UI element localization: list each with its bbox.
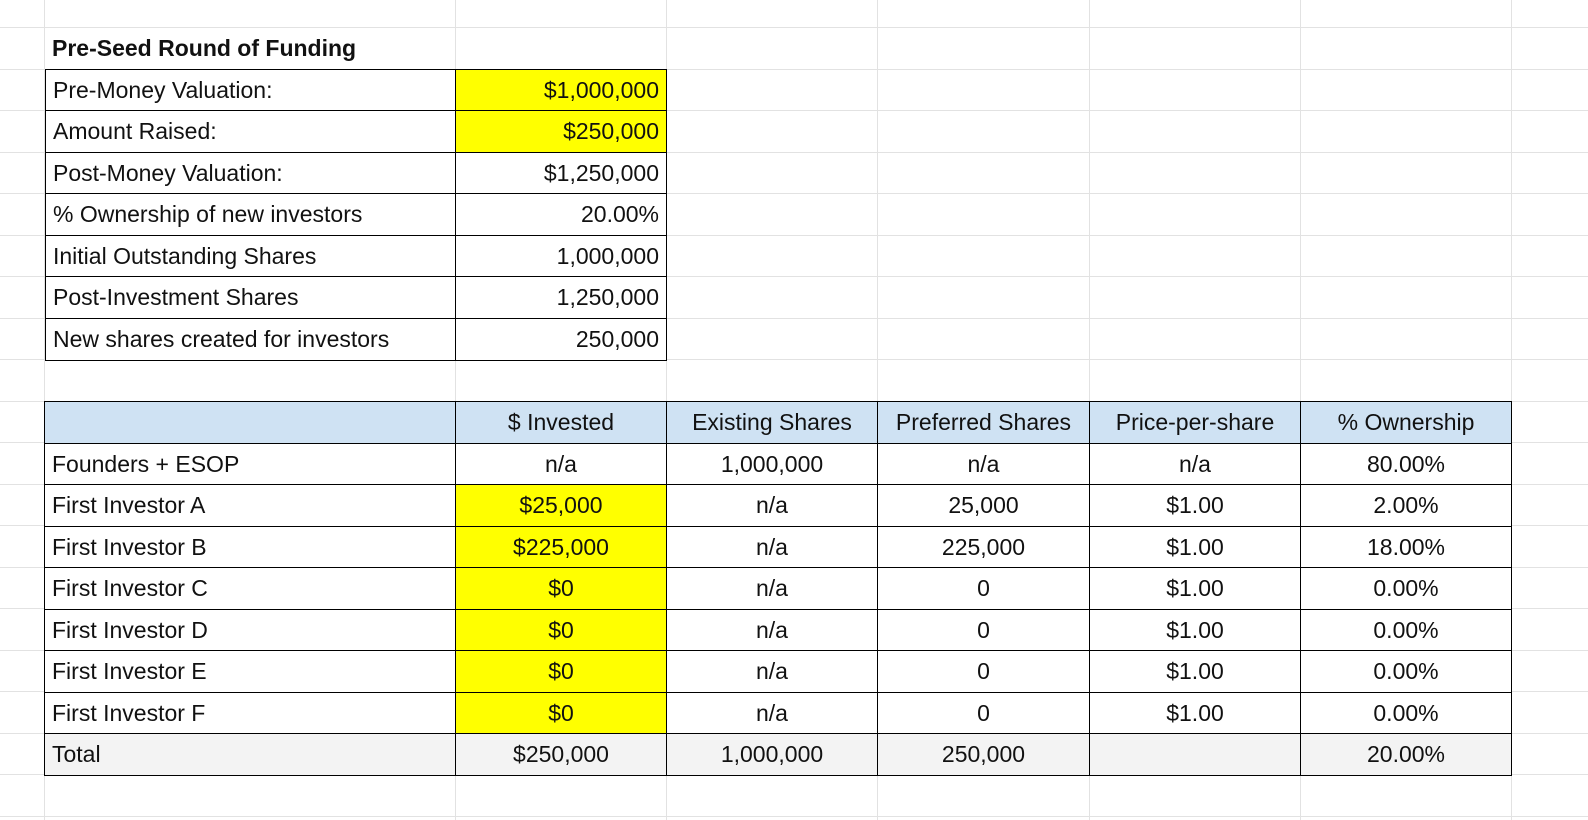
cell-investor[interactable]: First Investor F: [44, 692, 456, 734]
cell-price-per-share[interactable]: $1.00: [1089, 567, 1301, 610]
total-existing-shares[interactable]: 1,000,000: [666, 733, 878, 776]
cell-price-per-share[interactable]: $1.00: [1089, 526, 1301, 568]
summary-value-amount-raised[interactable]: $250,000: [455, 110, 667, 153]
cell-ownership[interactable]: 2.00%: [1300, 484, 1512, 527]
cell-investor[interactable]: First Investor E: [44, 650, 456, 693]
summary-title[interactable]: Pre-Seed Round of Funding: [52, 35, 357, 61]
cell-invested[interactable]: $0: [455, 650, 667, 693]
summary-value-pre-money[interactable]: $1,000,000: [455, 69, 667, 112]
summary-label-post-investment-shares[interactable]: Post-Investment Shares: [45, 276, 456, 319]
cell-preferred-shares[interactable]: 0: [877, 692, 1090, 734]
summary-label-amount-raised[interactable]: Amount Raised:: [45, 110, 456, 153]
cell-invested[interactable]: $0: [455, 609, 667, 651]
cell-existing-shares[interactable]: n/a: [666, 526, 878, 568]
cell-ownership[interactable]: 80.00%: [1300, 443, 1512, 485]
cell-ownership[interactable]: 0.00%: [1300, 609, 1512, 651]
total-price-per-share[interactable]: [1089, 733, 1301, 776]
cell-investor[interactable]: First Investor A: [44, 484, 456, 527]
header-blank[interactable]: [44, 401, 456, 444]
cell-ownership[interactable]: 18.00%: [1300, 526, 1512, 568]
summary-value-post-money[interactable]: $1,250,000: [455, 152, 667, 195]
cell-existing-shares[interactable]: n/a: [666, 650, 878, 693]
cell-existing-shares[interactable]: n/a: [666, 567, 878, 610]
cell-ownership[interactable]: 0.00%: [1300, 692, 1512, 734]
cell-price-per-share[interactable]: $1.00: [1089, 692, 1301, 734]
cell-price-per-share[interactable]: $1.00: [1089, 650, 1301, 693]
cell-price-per-share[interactable]: $1.00: [1089, 484, 1301, 527]
summary-value-ownership-new[interactable]: 20.00%: [455, 193, 667, 236]
cell-preferred-shares[interactable]: 0: [877, 567, 1090, 610]
cell-preferred-shares[interactable]: 25,000: [877, 484, 1090, 527]
cell-invested[interactable]: n/a: [455, 443, 667, 485]
cell-price-per-share[interactable]: n/a: [1089, 443, 1301, 485]
cell-investor[interactable]: First Investor C: [44, 567, 456, 610]
cell-invested[interactable]: $0: [455, 692, 667, 734]
cell-ownership[interactable]: 0.00%: [1300, 567, 1512, 610]
total-investor[interactable]: Total: [44, 733, 456, 776]
cell-preferred-shares[interactable]: 225,000: [877, 526, 1090, 568]
cell-investor[interactable]: First Investor D: [44, 609, 456, 651]
total-preferred-shares[interactable]: 250,000: [877, 733, 1090, 776]
cell-invested[interactable]: $25,000: [455, 484, 667, 527]
cell-investor[interactable]: Founders + ESOP: [44, 443, 456, 485]
summary-value-post-investment-shares[interactable]: 1,250,000: [455, 276, 667, 319]
gridline-horizontal: [0, 816, 1588, 817]
header-preferred-shares[interactable]: Preferred Shares: [877, 401, 1090, 444]
header-price-per-share[interactable]: Price-per-share: [1089, 401, 1301, 444]
summary-value-initial-shares[interactable]: 1,000,000: [455, 235, 667, 278]
header-existing-shares[interactable]: Existing Shares: [666, 401, 878, 444]
summary-value-new-shares[interactable]: 250,000: [455, 318, 667, 361]
total-invested[interactable]: $250,000: [455, 733, 667, 776]
cell-existing-shares[interactable]: n/a: [666, 484, 878, 527]
header-invested[interactable]: $ Invested: [455, 401, 667, 444]
cell-investor[interactable]: First Investor B: [44, 526, 456, 568]
summary-label-pre-money[interactable]: Pre-Money Valuation:: [45, 69, 456, 112]
summary-label-new-shares[interactable]: New shares created for investors: [45, 318, 456, 361]
summary-label-ownership-new[interactable]: % Ownership of new investors: [45, 193, 456, 236]
total-ownership[interactable]: 20.00%: [1300, 733, 1512, 776]
cell-ownership[interactable]: 0.00%: [1300, 650, 1512, 693]
cell-preferred-shares[interactable]: n/a: [877, 443, 1090, 485]
cell-existing-shares[interactable]: n/a: [666, 609, 878, 651]
cell-preferred-shares[interactable]: 0: [877, 609, 1090, 651]
summary-label-initial-shares[interactable]: Initial Outstanding Shares: [45, 235, 456, 278]
cell-invested[interactable]: $225,000: [455, 526, 667, 568]
cell-preferred-shares[interactable]: 0: [877, 650, 1090, 693]
cell-invested[interactable]: $0: [455, 567, 667, 610]
cell-price-per-share[interactable]: $1.00: [1089, 609, 1301, 651]
cell-existing-shares[interactable]: n/a: [666, 692, 878, 734]
header-ownership[interactable]: % Ownership: [1300, 401, 1512, 444]
cell-existing-shares[interactable]: 1,000,000: [666, 443, 878, 485]
summary-label-post-money[interactable]: Post-Money Valuation:: [45, 152, 456, 195]
